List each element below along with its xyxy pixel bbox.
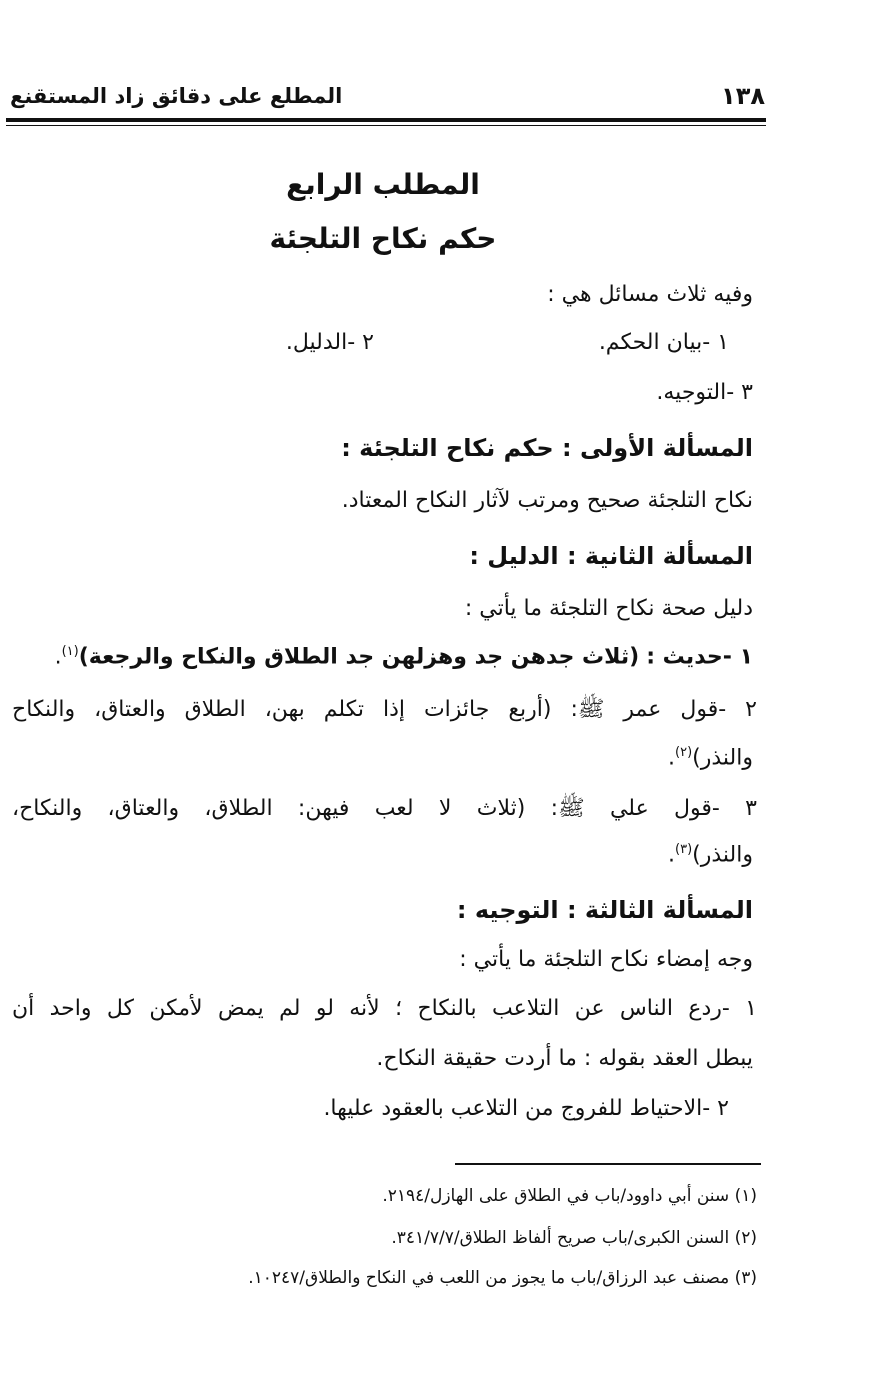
footnote-3: (٣) مصنف عبد الرزاق/باب ما يجوز من اللعب في النكاح والطلاق/١٠٢٤٧. — [248, 1268, 757, 1288]
issue-three-intro: وجه إمضاء نكاح التلجئة ما يأتي : — [459, 947, 753, 972]
issue-one-heading: المسألة الأولى : حكم نكاح التلجئة : — [341, 434, 753, 462]
item-evidence: ٢ -الدليل. — [285, 330, 374, 355]
evidence-umar-line1: ٢ -قول عمر ﷺ: (أربع جائزات إذا تكلم بهن، الطلاق والعتاق، والنكاح — [12, 697, 757, 722]
evidence-ali-line1: ٣ -قول علي ﷺ: (ثلاث لا لعب فيهن: الطلاق، والعتاق، والنكاح، — [12, 796, 757, 821]
issue-three-heading: المسألة الثالثة : التوجيه : — [456, 896, 753, 924]
evidence-umar-end-text: والنذر) — [692, 745, 753, 771]
footnote-1: (١) سنن أبي داوود/باب في الطلاق على الهازل/٢١٩٤. — [382, 1186, 757, 1206]
evidence-umar-end: . — [668, 745, 676, 771]
direction-two: ٢ -الاحتياط للفروج من التلاعب بالعقود عليها. — [323, 1096, 729, 1121]
running-header — [10, 78, 765, 118]
item-ruling: ١ -بيان الحكم. — [598, 330, 729, 355]
item-direction: ٣ -التوجيه. — [656, 380, 753, 405]
evidence-hadith-prefix: ١ -حديث : — [646, 644, 753, 670]
footnote-ref-2: (٢) — [675, 745, 693, 760]
section-title: حكم نكاح التلجئة — [269, 222, 497, 255]
book-title: المطلع على دقائق زاد المستقنع — [10, 84, 343, 108]
evidence-umar-line2 — [668, 745, 753, 770]
issue-one-text: نكاح التلجئة صحيح ومرتب لآثار النكاح المعتاد. — [341, 488, 753, 513]
section-heading: المطلب الرابع — [286, 168, 480, 201]
evidence-ali-line2 — [668, 842, 753, 867]
intro-line: وفيه ثلاث مسائل هي : — [547, 282, 753, 307]
direction-one-line2: يبطل العقد بقوله : ما أردت حقيقة النكاح. — [376, 1046, 753, 1071]
footnote-ref-3: (٣) — [675, 842, 693, 857]
evidence-hadith-text: (ثلاث جدهن جد وهزلهن جد الطلاق والنكاح والرجعة) — [78, 644, 640, 670]
evidence-hadith — [55, 644, 753, 669]
page-number: ١٣٨ — [721, 82, 765, 110]
footnote-ref-1: (١) — [61, 644, 79, 659]
direction-one-line1: ١ -ردع الناس عن التلاعب بالنكاح ؛ لأنه لو لم يمض لأمكن كل واحد أن — [12, 996, 757, 1021]
issue-two-heading: المسألة الثانية : الدليل : — [469, 542, 753, 570]
issue-two-intro: دليل صحة نكاح التلجئة ما يأتي : — [464, 596, 753, 621]
evidence-hadith-end: . — [54, 644, 62, 670]
header-rule-thin — [6, 125, 766, 126]
header-rule-thick — [6, 118, 766, 122]
footnote-2: (٢) السنن الكبرى/باب صريح ألفاظ الطلاق/٣٤١/٧/٧. — [391, 1228, 757, 1248]
footnote-separator — [455, 1163, 761, 1165]
evidence-ali-end-text: والنذر) — [692, 842, 753, 868]
evidence-ali-end: . — [668, 842, 676, 868]
